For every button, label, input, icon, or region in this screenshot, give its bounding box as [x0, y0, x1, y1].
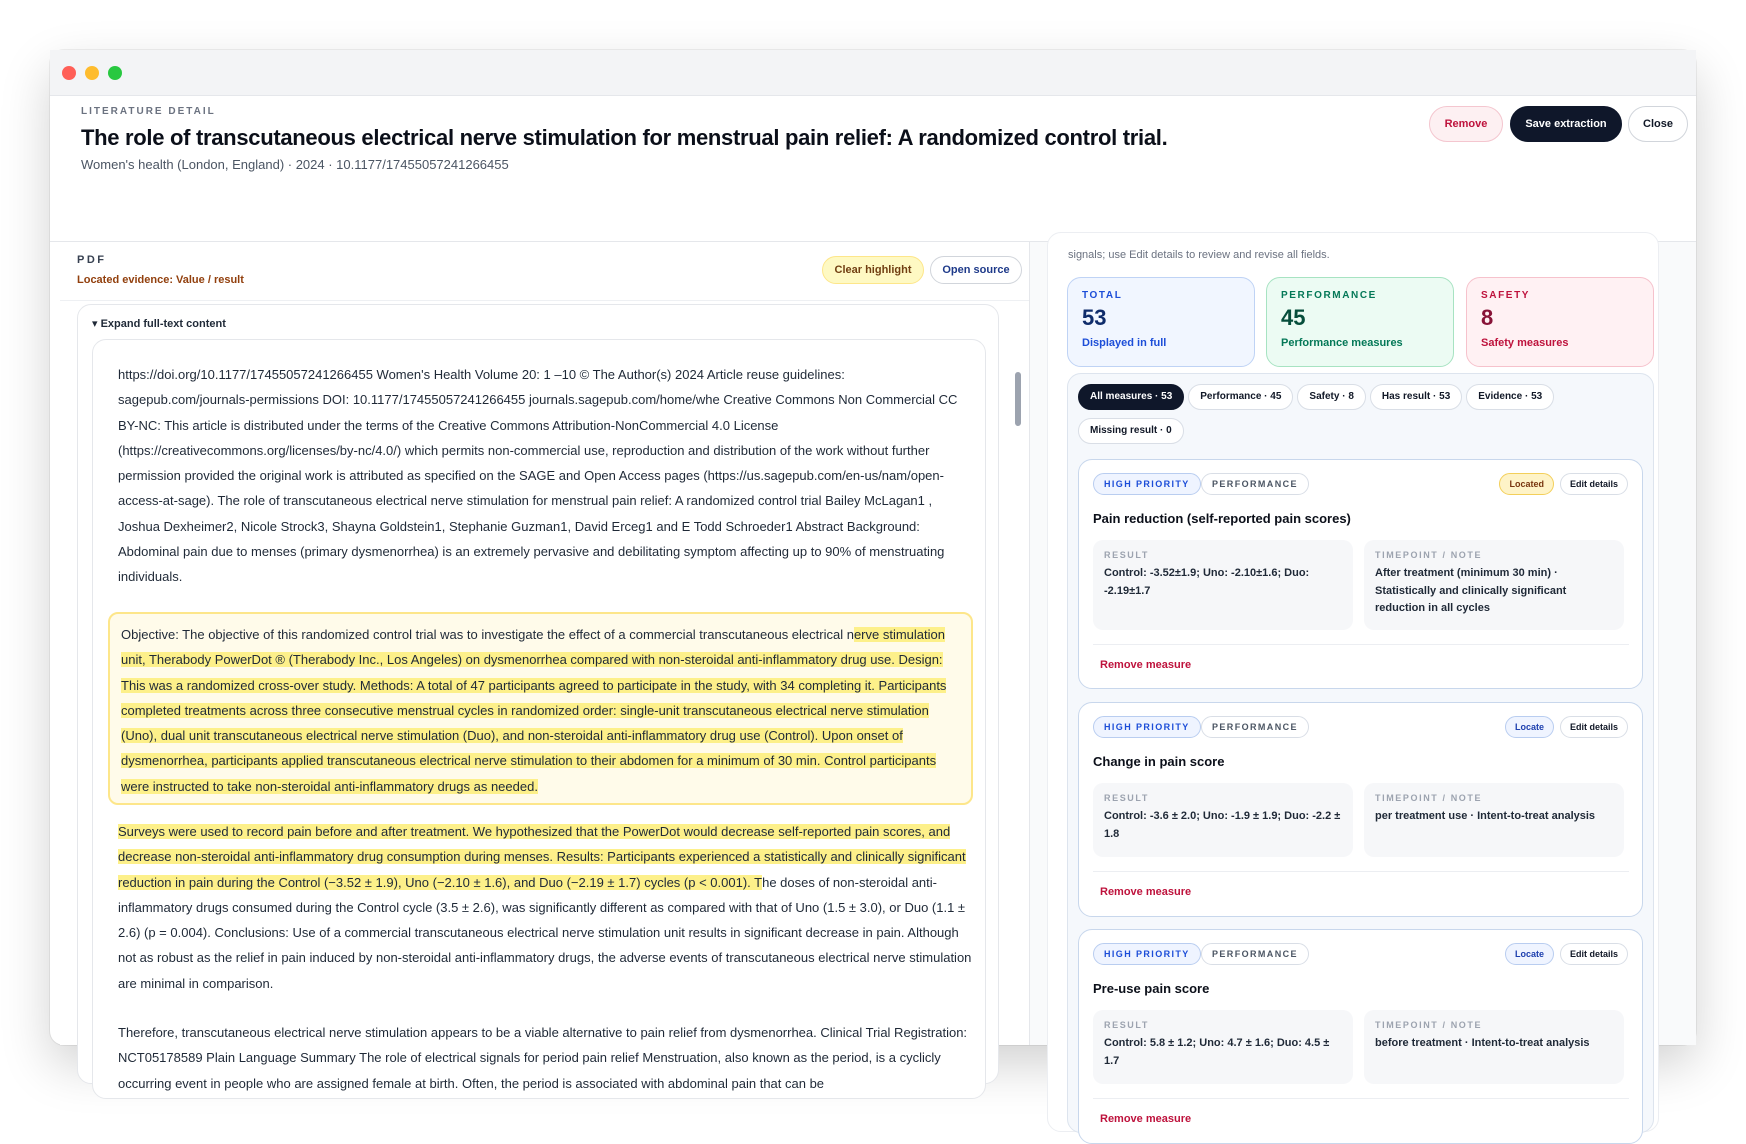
type-badge: PERFORMANCE	[1201, 716, 1309, 738]
measure-title: Pain reduction (self-reported pain scores)	[1093, 511, 1351, 526]
filter-chip-performance[interactable]: Performance · 45	[1188, 384, 1293, 410]
timepoint-label: TIMEPOINT / NOTE	[1375, 550, 1483, 560]
priority-badge: HIGH PRIORITY	[1093, 943, 1201, 965]
stat-label: TOTAL	[1082, 290, 1123, 301]
result-value: Control: 5.8 ± 1.2; Uno: 4.7 ± 1.6; Duo: 4.5 ± 1.7	[1104, 1037, 1330, 1067]
result-label: RESULT	[1104, 793, 1149, 803]
filter-chip-missing-result[interactable]: Missing result · 0	[1078, 418, 1184, 444]
stat-label: PERFORMANCE	[1281, 290, 1377, 301]
full-text-section	[77, 304, 999, 1091]
text-segment: Objective: The objective of this randomized control trial was to investigate the effect of a commercial transcutaneous electrical n	[121, 627, 854, 642]
result-label: RESULT	[1104, 1020, 1149, 1030]
remove-measure-link[interactable]: Remove measure	[1100, 659, 1192, 671]
edit-details-button[interactable]: Edit details	[1560, 943, 1628, 965]
publication-meta: Women's health (London, England) · 2024 · 10.1177/17455057241266455	[81, 157, 509, 172]
divider	[1093, 644, 1629, 645]
located-button[interactable]: Located	[1499, 473, 1554, 495]
page-title: The role of transcutaneous electrical nerve stimulation for menstrual pain relief: A randomized control trial.	[81, 125, 1168, 150]
text-paragraph	[118, 819, 972, 996]
highlighted-text: Surveys were used to record pain before and after treatment. We hypothesized that the PowerDot would decrease self-reported pain scores, and decrease non-steroidal anti-inflammatory drug consumption during menses. Results: Participants experienced a statistically and clinically significant reduction in pain during the Control (−3.52 ± 1.9), Uno (−2.10 ± 1.6), and Duo (−2.19 ± 1.7) cycles (p < 0.001). T	[118, 824, 966, 890]
stat-value: 8	[1481, 305, 1494, 330]
section-eyebrow: LITERATURE DETAIL	[81, 106, 216, 117]
stat-subtitle: Performance measures	[1281, 337, 1403, 349]
result-label: RESULT	[1104, 550, 1149, 560]
close-window-control[interactable]	[62, 66, 76, 80]
measure-card	[1078, 459, 1643, 689]
stat-label: SAFETY	[1481, 290, 1531, 301]
performance-stat-card	[1266, 277, 1454, 367]
stat-value: 45	[1281, 305, 1306, 330]
safety-stat-card	[1466, 277, 1654, 367]
timepoint-box	[1364, 540, 1624, 630]
save-extraction-button[interactable]: Save extraction	[1510, 106, 1622, 142]
measures-pane	[1030, 242, 1696, 1125]
timepoint-label: TIMEPOINT / NOTE	[1375, 793, 1483, 803]
filter-chips	[1078, 384, 1648, 452]
stat-subtitle: Safety measures	[1481, 337, 1569, 349]
locate-button[interactable]: Locate	[1505, 716, 1554, 738]
filter-chip-has-result[interactable]: Has result · 53	[1370, 384, 1462, 410]
text-paragraph	[121, 622, 967, 799]
timepoint-value: After treatment (minimum 30 min) · Statistically and clinically significant reduction in all cycles	[1375, 567, 1567, 614]
divider	[1093, 871, 1629, 872]
total-stat-card	[1067, 277, 1255, 367]
measure-title: Change in pain score	[1093, 754, 1225, 769]
minimize-window-control[interactable]	[85, 66, 99, 80]
located-evidence-label: Located evidence: Value / result	[77, 274, 244, 286]
timepoint-box	[1364, 1010, 1624, 1084]
maximize-window-control[interactable]	[108, 66, 122, 80]
result-box	[1093, 1010, 1353, 1084]
measure-card	[1078, 929, 1643, 1144]
title-bar	[50, 50, 1696, 96]
open-source-button[interactable]: Open source	[930, 256, 1022, 284]
filter-chip-safety[interactable]: Safety · 8	[1297, 384, 1365, 410]
timepoint-box	[1364, 783, 1624, 857]
scrollbar-thumb[interactable]	[1015, 372, 1021, 426]
timepoint-value: per treatment use · Intent-to-treat analysis	[1375, 810, 1596, 822]
remove-button[interactable]: Remove	[1429, 106, 1503, 142]
edit-details-button[interactable]: Edit details	[1560, 473, 1628, 495]
divider	[60, 300, 1029, 301]
measures-list	[1067, 373, 1654, 1133]
measure-card	[1078, 702, 1643, 917]
timepoint-value: before treatment · Intent-to-treat analysis	[1375, 1037, 1590, 1049]
text-paragraph: https://doi.org/10.1177/17455057241266455 Women's Health Volume 20: 1 –10 © The Author(s) 2024 Article reuse guidelines: sagepub.com/journals-permissions DOI: 10.1177/17455057241266455 journals.sagepub.com/home/whe Creative Commons Non Commercial CC BY-NC: This article is distributed under the terms of the Creative Commons Attribution-NonCommercial 4.0 License (https://creativecommons.org/licenses/by-nc/4.0/) which permits non-commercial use, reproduction and distribution of the work without further permission provided the original work is attributed as specified on the SAGE and Open Access pages (https://us.sagepub.com/en-us/nam/open-access-at-sage). The role of transcutaneous electrical nerve stimulation for menstrual pain relief: A randomized control trial Bailey McLagan1 , Joshua Dexheimer2, Nicole Strock3, Shayna Goldstein1, Stephanie Guzman1, David Erceg1 and E Todd Schroeder1 Abstract Background: Abdominal pain due to menses (primary dysmenorrhea) is an extremely pervasive and debilitating symptom affecting up to 90% of menstruating individuals.	[118, 367, 958, 585]
detail-header	[50, 96, 1696, 242]
result-value: Control: -3.6 ± 2.0; Uno: -1.9 ± 1.9; Duo: -2.2 ± 1.8	[1104, 810, 1341, 840]
priority-badge: HIGH PRIORITY	[1093, 473, 1201, 495]
edit-details-button[interactable]: Edit details	[1560, 716, 1628, 738]
filter-chip-evidence[interactable]: Evidence · 53	[1466, 384, 1554, 410]
pdf-label: PDF	[77, 254, 107, 266]
close-button[interactable]: Close	[1628, 106, 1688, 142]
helper-text: signals; use Edit details to review and revise all fields.	[1068, 249, 1330, 261]
remove-measure-link[interactable]: Remove measure	[1100, 1113, 1192, 1125]
app-window	[50, 50, 1696, 1125]
measures-panel	[1047, 232, 1659, 1132]
timepoint-label: TIMEPOINT / NOTE	[1375, 1020, 1483, 1030]
text-paragraph: Therefore, transcutaneous electrical nerve stimulation appears to be a viable alternative to pain relief from dysmenorrhea. Clinical Trial Registration: NCT05178589 Plain Language Summary The role of electrical signals for period pain relief Menstruation, also known as the period, is a cyclicly occurring event in people who are assigned female at birth. Often, the period is associated with abdominal pain that can be	[118, 1025, 968, 1091]
expand-full-text-toggle[interactable]: ▾ Expand full-text content	[92, 318, 226, 330]
pdf-pane	[60, 242, 1030, 1091]
type-badge: PERFORMANCE	[1201, 943, 1309, 965]
priority-badge: HIGH PRIORITY	[1093, 716, 1201, 738]
stat-subtitle: Displayed in full	[1082, 337, 1167, 349]
highlighted-text: erve stimulation unit, Therabody PowerDot ® (Therabody Inc., Los Angeles) on dysmenorrhea compared with non-steroidal anti-inflammatory drug use. Design: This was a randomized cross-over study. Methods: A total of 47 participants agreed to participate in the study, with 34 completing it. Participants completed treatments across three consecutive menstrual cycles in randomized order: single-unit transcutaneous electrical nerve stimulation (Uno), dual unit transcutaneous electrical nerve stimulation (Duo), and non-steroidal anti-inflammatory drug use (Control). Upon onset of dysmenorrhea, participants applied transcutaneous electrical nerve stimulation to their abdomen for a minimum of 30 min. Control participants were instructed to take non-steroidal anti-inflammatory drugs as needed.	[121, 627, 947, 794]
result-value: Control: -3.52±1.9; Uno: -2.10±1.6; Duo: -2.19±1.7	[1104, 567, 1310, 597]
remove-measure-link[interactable]: Remove measure	[1100, 886, 1192, 898]
full-text-card	[92, 339, 986, 1099]
type-badge: PERFORMANCE	[1201, 473, 1309, 495]
divider	[1093, 1098, 1629, 1099]
stat-value: 53	[1082, 305, 1107, 330]
text-segment: he doses of non-steroidal anti-inflammatory drugs consumed during the Control cycle (3.5 ± 2.6), was significantly different as compared with that of Uno (1.5 ± 3.0), or Duo (1.1 ± 2.6) (p = 0.004). Conclusions: Use of a commercial transcutaneous electrical nerve stimulation unit results in significant decrease in pain. Although not as robust as the relief in pain induced by non-steroidal anti-inflammatory drugs, the adverse events of transcutaneous electrical nerve stimulation are minimal in comparison.	[118, 874, 972, 991]
result-box	[1093, 783, 1353, 857]
result-box	[1093, 540, 1353, 630]
highlighted-evidence-block	[108, 612, 973, 805]
measure-title: Pre-use pain score	[1093, 981, 1210, 996]
locate-button[interactable]: Locate	[1505, 943, 1554, 965]
filter-chip-all[interactable]: All measures · 53	[1078, 384, 1184, 410]
clear-highlight-button[interactable]: Clear highlight	[822, 256, 924, 284]
